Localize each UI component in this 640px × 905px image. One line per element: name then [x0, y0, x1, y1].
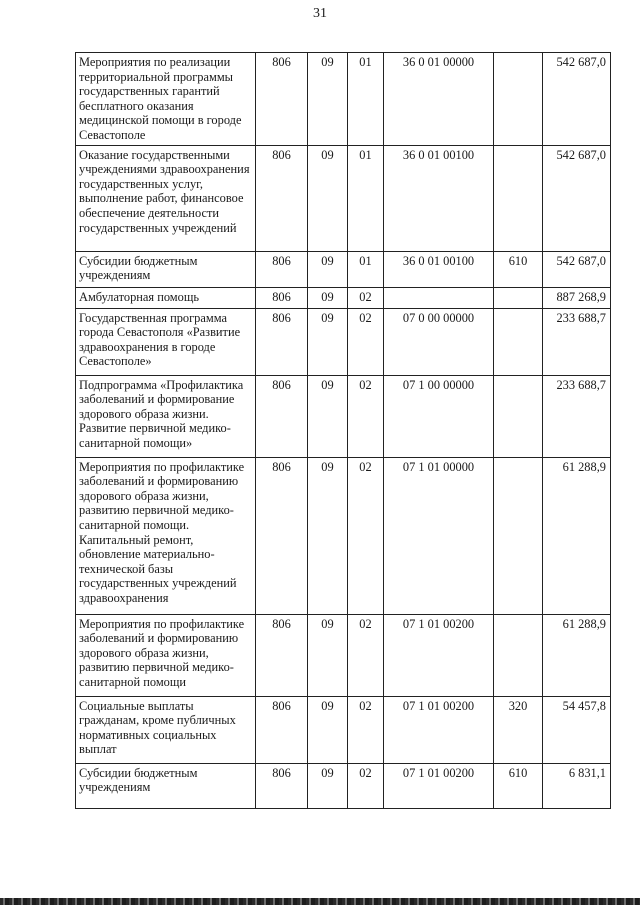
- target-article: 36 0 01 00100: [384, 251, 494, 287]
- scan-edge-strip: [0, 898, 640, 905]
- ministry-code: 806: [256, 457, 308, 614]
- expense-type: [494, 145, 543, 251]
- row-name: Мероприятия по профилактике заболеваний и формированию здорового образа жизни, развитию первичной медико-санитарной помощи: [76, 614, 256, 696]
- section-code: 09: [308, 287, 348, 308]
- ministry-code: 806: [256, 53, 308, 146]
- target-article: 36 0 01 00000: [384, 53, 494, 146]
- target-article: 07 1 01 00000: [384, 457, 494, 614]
- section-code: 09: [308, 251, 348, 287]
- table-row: [76, 145, 611, 251]
- amount: 542 687,0: [543, 251, 611, 287]
- table-row: [76, 457, 611, 614]
- ministry-code: 806: [256, 287, 308, 308]
- expense-type: [494, 614, 543, 696]
- amount: 887 268,9: [543, 287, 611, 308]
- target-article: 07 1 00 00000: [384, 375, 494, 457]
- ministry-code: 806: [256, 308, 308, 375]
- ministry-code: 806: [256, 251, 308, 287]
- section-code: 09: [308, 614, 348, 696]
- table-row: [76, 696, 611, 763]
- subsection-code: 01: [348, 53, 384, 146]
- target-article: 36 0 01 00100: [384, 145, 494, 251]
- row-name: Социальные выплаты гражданам, кроме публичных нормативных социальных выплат: [76, 696, 256, 763]
- page-number: 31: [313, 6, 327, 21]
- row-name: Оказание государственными учреждениями здравоохранения государственных услуг, выполнение работ, финансовое обеспечение деятельности государственных учреждений: [76, 145, 256, 251]
- row-name: Амбулаторная помощь: [76, 287, 256, 308]
- section-code: 09: [308, 457, 348, 614]
- expense-type: 610: [494, 763, 543, 808]
- ministry-code: 806: [256, 696, 308, 763]
- expense-type: [494, 375, 543, 457]
- target-article: 07 0 00 00000: [384, 308, 494, 375]
- section-code: 09: [308, 145, 348, 251]
- table-row: [76, 53, 611, 146]
- ministry-code: 806: [256, 375, 308, 457]
- row-name: Подпрограмма «Профилактика заболеваний и формирование здорового образа жизни. Развитие первичной медико-санитарной помощи»: [76, 375, 256, 457]
- expense-type: [494, 457, 543, 614]
- amount: 542 687,0: [543, 53, 611, 146]
- budget-table: [75, 52, 611, 809]
- section-code: 09: [308, 308, 348, 375]
- expense-type: [494, 287, 543, 308]
- section-code: 09: [308, 763, 348, 808]
- expense-type: [494, 308, 543, 375]
- row-name: Государственная программа города Севастополя «Развитие здравоохранения в городе Севастополе»: [76, 308, 256, 375]
- amount: 61 288,9: [543, 457, 611, 614]
- amount: 233 688,7: [543, 375, 611, 457]
- ministry-code: 806: [256, 763, 308, 808]
- table-row: [76, 287, 611, 308]
- table-row: [76, 375, 611, 457]
- amount: 233 688,7: [543, 308, 611, 375]
- subsection-code: 02: [348, 696, 384, 763]
- subsection-code: 02: [348, 614, 384, 696]
- amount: 61 288,9: [543, 614, 611, 696]
- expense-type: [494, 53, 543, 146]
- subsection-code: 01: [348, 251, 384, 287]
- ministry-code: 806: [256, 614, 308, 696]
- subsection-code: 02: [348, 763, 384, 808]
- table-row: [76, 763, 611, 808]
- row-name: Мероприятия по реализации территориальной программы государственных гарантий бесплатного оказания медицинской помощи в городе Севастополе: [76, 53, 256, 146]
- subsection-code: 02: [348, 287, 384, 308]
- section-code: 09: [308, 375, 348, 457]
- amount: 542 687,0: [543, 145, 611, 251]
- target-article: 07 1 01 00200: [384, 614, 494, 696]
- amount: 6 831,1: [543, 763, 611, 808]
- expense-type: 610: [494, 251, 543, 287]
- target-article: [384, 287, 494, 308]
- row-name: Субсидии бюджетным учреждениям: [76, 763, 256, 808]
- table-row: [76, 308, 611, 375]
- subsection-code: 01: [348, 145, 384, 251]
- row-name: Мероприятия по профилактике заболеваний и формированию здорового образа жизни, развитию первичной медико-санитарной помощи. Капитальный ремонт, обновление материально-технической базы государственных учреждений здравоохранения: [76, 457, 256, 614]
- table-row: [76, 614, 611, 696]
- subsection-code: 02: [348, 375, 384, 457]
- subsection-code: 02: [348, 308, 384, 375]
- target-article: 07 1 01 00200: [384, 763, 494, 808]
- row-name: Субсидии бюджетным учреждениям: [76, 251, 256, 287]
- amount: 54 457,8: [543, 696, 611, 763]
- section-code: 09: [308, 696, 348, 763]
- ministry-code: 806: [256, 145, 308, 251]
- section-code: 09: [308, 53, 348, 146]
- table-row: [76, 251, 611, 287]
- expense-type: 320: [494, 696, 543, 763]
- subsection-code: 02: [348, 457, 384, 614]
- target-article: 07 1 01 00200: [384, 696, 494, 763]
